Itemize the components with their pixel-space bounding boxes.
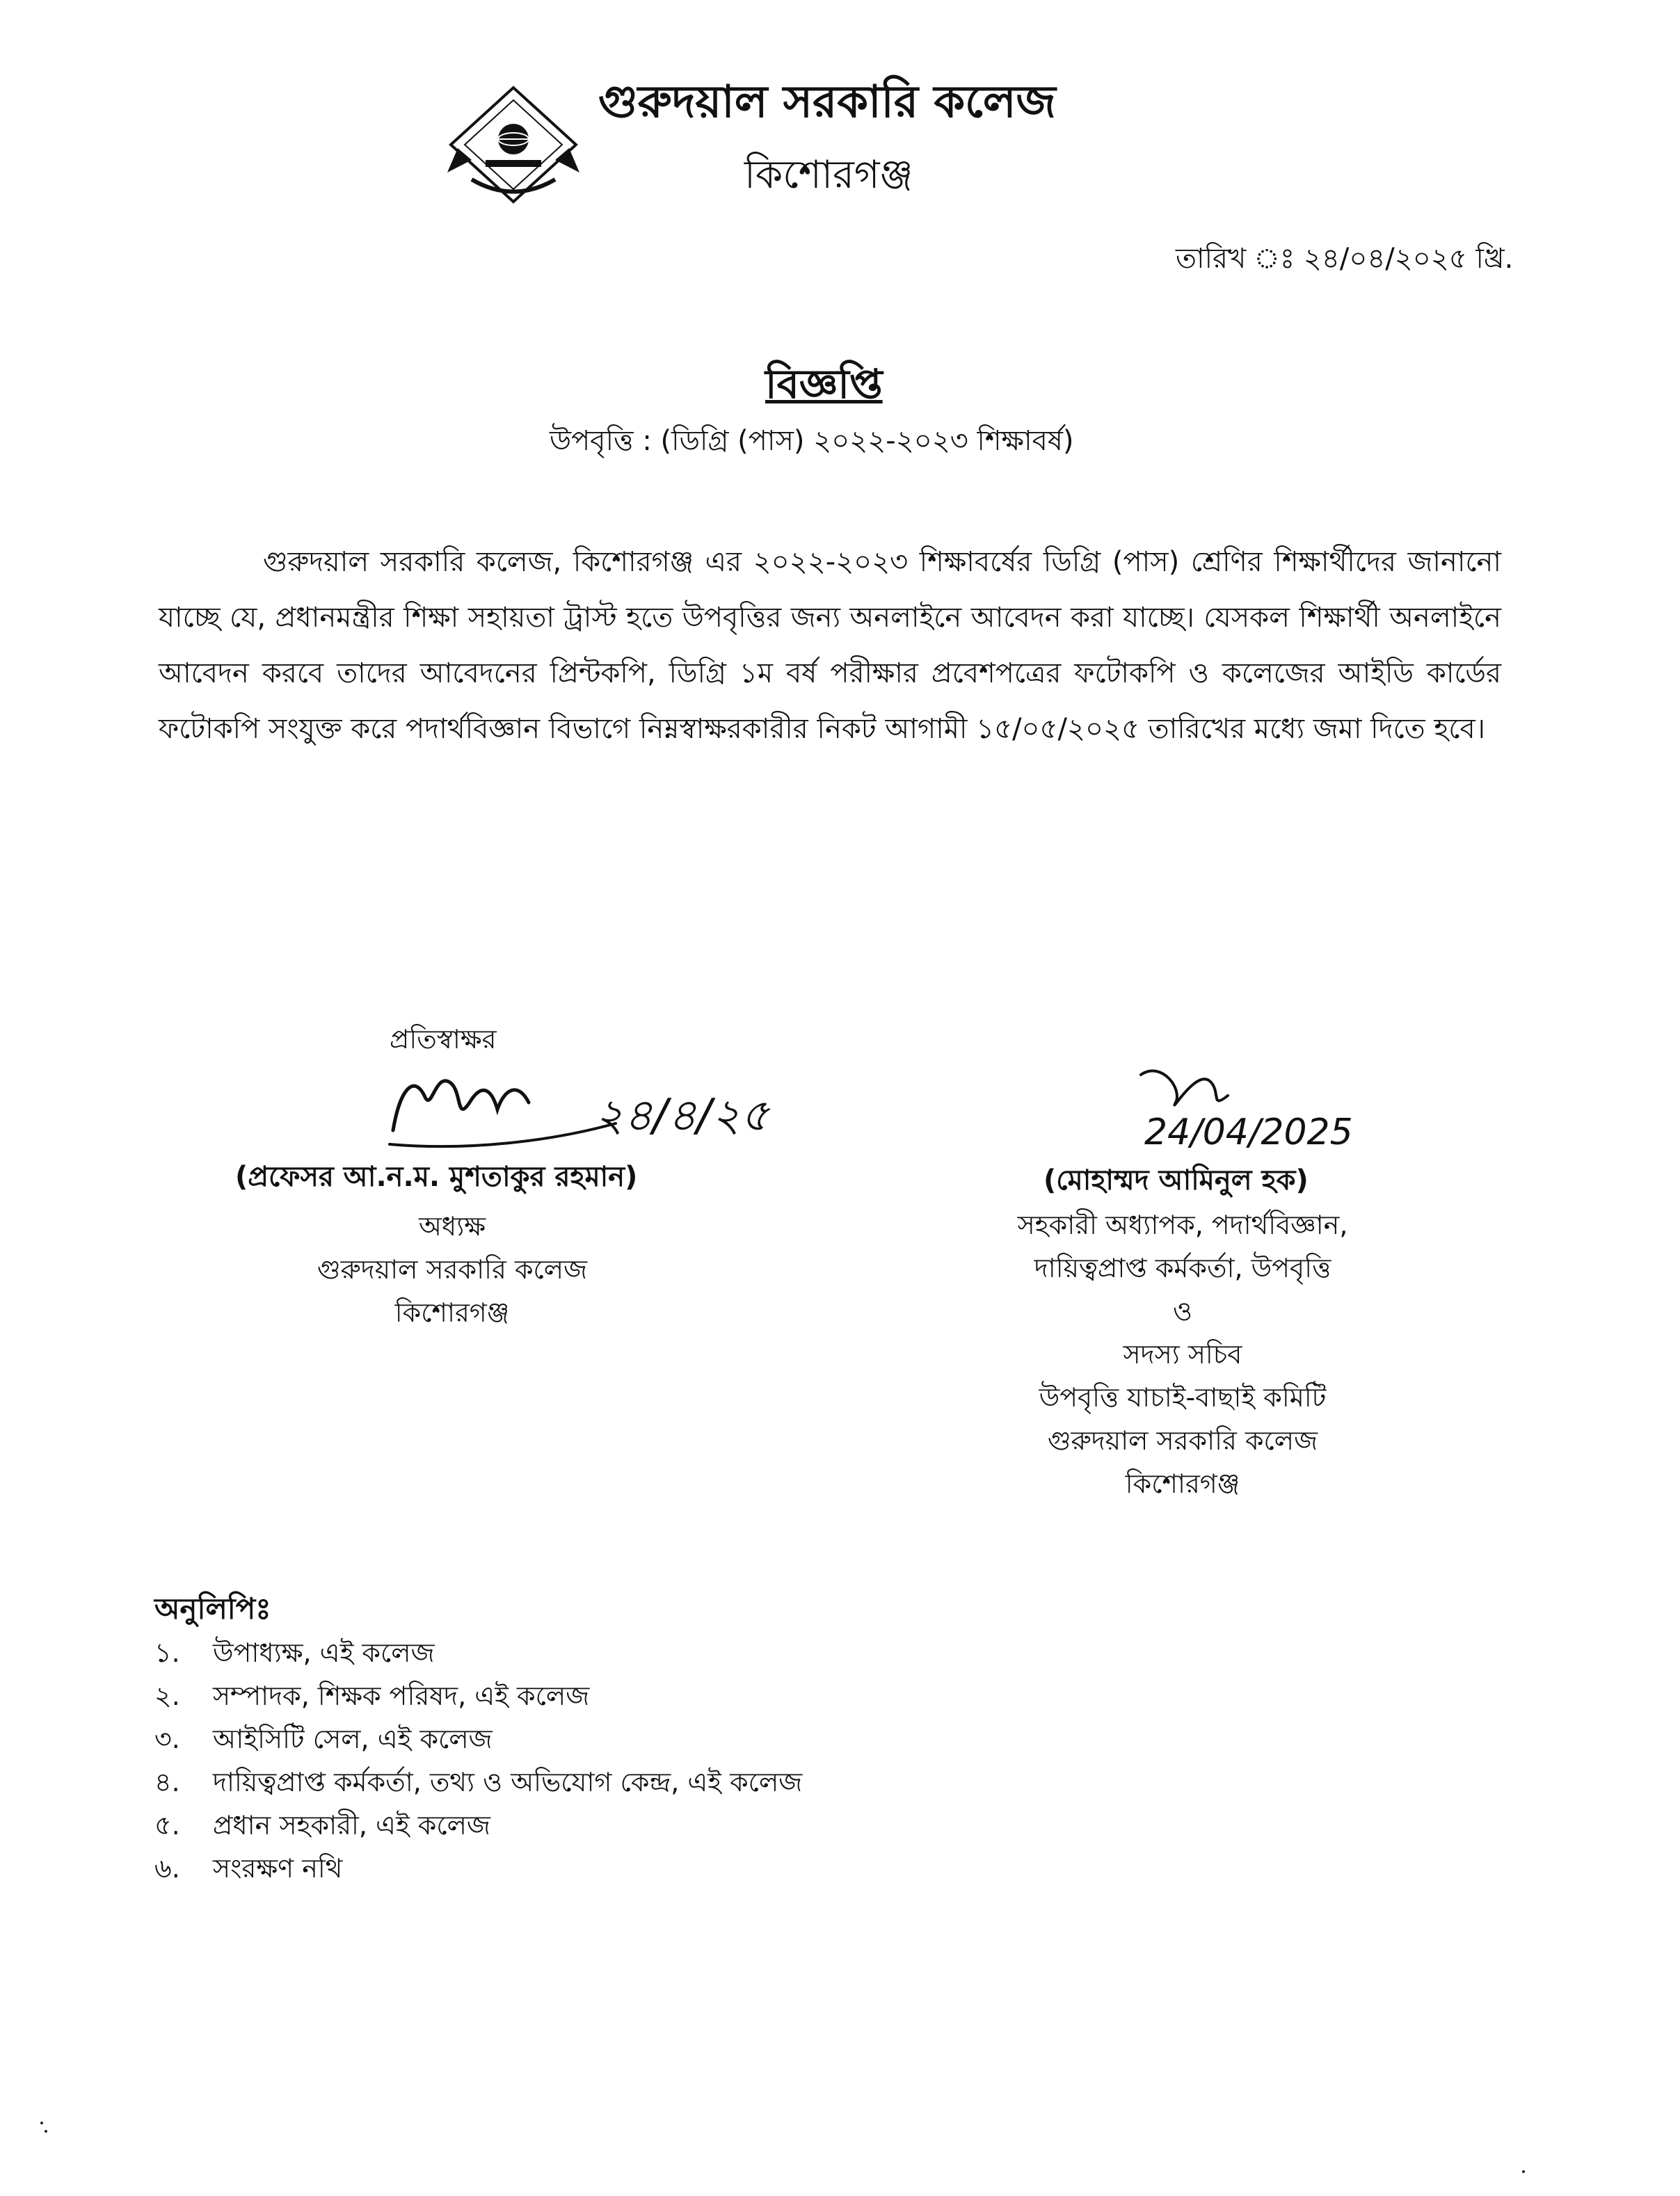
- officer-line-6: গুরুদয়াল সরকারি কলেজ: [1047, 1425, 1318, 1456]
- scan-speck: [1522, 2170, 1525, 2173]
- officer-line-2: দায়িত্বপ্রাপ্ত কর্মকর্তা, উপবৃত্তি: [1034, 1253, 1331, 1283]
- copies-list: [154, 1631, 802, 1890]
- list-item-text: আইসিটি সেল, এই কলেজ: [213, 1724, 493, 1754]
- list-item: [154, 1674, 802, 1717]
- copies-title: অনুলিপিঃ: [154, 1592, 271, 1626]
- list-item: [154, 1761, 802, 1804]
- scan-speck: [45, 2130, 47, 2133]
- list-item-number: ১.: [154, 1637, 180, 1668]
- officer-signature-date: 24/04/2025: [1144, 1112, 1353, 1153]
- notice-title: বিজ্ঞপ্তি: [765, 360, 883, 408]
- principal-name: (প্রফেসর আ.ন.ম. মুশতাকুর রহমান): [235, 1161, 638, 1193]
- list-item: [154, 1631, 802, 1674]
- principal-signature: [386, 1047, 776, 1165]
- principal-designation-block: [209, 1205, 696, 1334]
- college-crest-icon: [444, 82, 583, 207]
- countersign-label: প্রতিস্বাক্ষর: [390, 1024, 497, 1055]
- list-item-text: উপাধ্যক্ষ, এই কলেজ: [213, 1637, 435, 1668]
- notice-subject: উপবৃত্তি : (ডিগ্রি (পাস) ২০২২-২০২৩ শিক্ষাবর্ষ): [550, 425, 1074, 457]
- principal-designation: অধ্যক্ষ: [418, 1211, 486, 1242]
- officer-line-3: ও: [1173, 1296, 1192, 1327]
- officer-line-5: উপবৃত্তি যাচাই-বাছাই কমিটি: [1039, 1382, 1327, 1413]
- college-name: গুরুদয়াল সরকারি কলেজ: [598, 77, 1056, 128]
- list-item-number: ৬.: [154, 1853, 180, 1884]
- officer-line-4: সদস্য সচিব: [1123, 1339, 1242, 1370]
- list-item-text: প্রধান সহকারী, এই কলেজ: [213, 1810, 490, 1841]
- list-item: [154, 1847, 802, 1890]
- list-item-number: ৩.: [154, 1724, 180, 1754]
- officer-line-1: সহকারী অধ্যাপক, পদার্থবিজ্ঞান,: [1017, 1210, 1348, 1240]
- list-item: [154, 1717, 802, 1761]
- officer-line-7: কিশোরগঞ্জ: [1125, 1468, 1240, 1499]
- list-item-number: ৫.: [154, 1810, 180, 1841]
- officer-name: (মোহাম্মদ আমিনুল হক): [1043, 1164, 1309, 1196]
- officer-designation-block: [960, 1203, 1405, 1505]
- principal-signature-date: ২৪/৪/২৫: [595, 1090, 769, 1141]
- college-location: কিশোরগঞ্জ: [744, 152, 913, 198]
- list-item-text: দায়িত্বপ্রাপ্ত কর্মকর্তা, তথ্য ও অভিযোগ কেন্দ্র, এই কলেজ: [213, 1767, 803, 1797]
- principal-place: কিশোরগঞ্জ: [394, 1297, 510, 1328]
- list-item-number: ৪.: [154, 1767, 180, 1797]
- principal-college: গুরুদয়াল সরকারি কলেজ: [317, 1254, 588, 1285]
- list-item-number: ২.: [154, 1681, 180, 1711]
- list-item-text: সম্পাদক, শিক্ষক পরিষদ, এই কলেজ: [213, 1681, 590, 1711]
- notice-body: গুরুদয়াল সরকারি কলেজ, কিশোরগঞ্জ এর ২০২২-২০২৩ শিক্ষাবর্ষের ডিগ্রি (পাস) শ্রেণির শিক্ষার্থীদের জানানো যাচ্ছে যে, প্রধানমন্ত্রীর শিক্ষা সহায়তা ট্রাস্ট হতে উপবৃত্তির জন্য অনলাইনে আবেদন করা যাচ্ছে। যেসকল শিক্ষার্থী অনলাইনে আবেদন করবে তাদের আবেদনের প্রিন্টকপি, ডিগ্রি ১ম বর্ষ পরীক্ষার প্রবেশপত্রের ফটোকপি ও কলেজের আইডি কার্ডের ফটোকপি সংযুক্ত করে পদার্থবিজ্ঞান বিভাগে নিম্নস্বাক্ষরকারীর নিকট আগামী ১৫/০৫/২০২৫ তারিখের মধ্যে জমা দিতে হবে।: [159, 546, 1501, 745]
- officer-signature: [1134, 1047, 1426, 1158]
- list-item-text: সংরক্ষণ নথি: [213, 1853, 343, 1884]
- list-item: [154, 1804, 802, 1847]
- scan-speck: [40, 2122, 43, 2124]
- notice-date: তারিখ ঃ ২৪/০৪/২০২৫ খ্রি.: [1176, 243, 1514, 275]
